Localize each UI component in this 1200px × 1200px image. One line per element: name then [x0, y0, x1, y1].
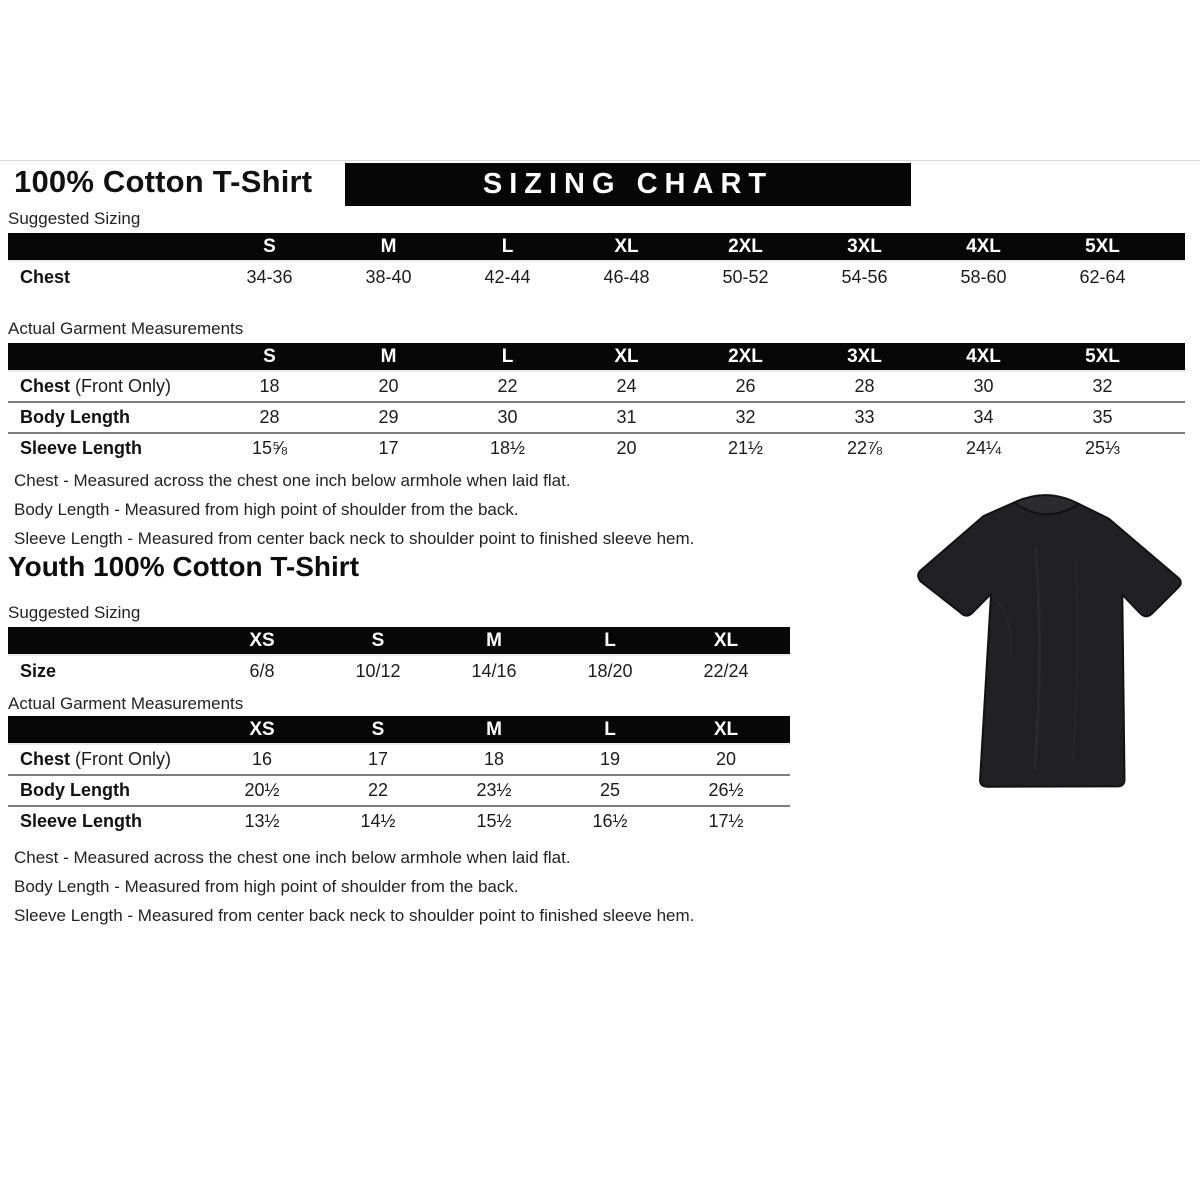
value-cell: 22/24: [703, 660, 749, 681]
value-cell: 28: [210, 402, 329, 433]
table-header-row: [8, 627, 790, 655]
size-column-header: L: [448, 233, 567, 261]
header-spacer: [1162, 343, 1185, 371]
youth-actual-measurements-label: Actual Garment Measurements: [8, 694, 244, 713]
note-line: Sleeve Length - Measured from center back neck to shoulder point to finished sleeve hem.: [14, 529, 695, 548]
adult-actual-measurements-table: [8, 343, 1185, 463]
size-column-header: M: [436, 716, 552, 744]
row-label: Size: [20, 660, 57, 681]
value-cell: 19: [599, 749, 621, 769]
value-cell: 31: [567, 402, 686, 433]
size-column-header: XS: [204, 627, 320, 655]
row-label: Chest: [20, 749, 71, 769]
header-spacer: [784, 716, 790, 744]
table-row: [8, 744, 790, 775]
tshirt-body: [914, 501, 1183, 791]
header-spacer: [1162, 233, 1185, 261]
value-cell: 18: [259, 376, 280, 396]
value-cell: 38-40: [365, 266, 412, 287]
value-cell: 58-60: [960, 266, 1007, 287]
value-cell: 46-48: [603, 266, 650, 287]
adult-title: 100% Cotton T-Shirt: [14, 164, 313, 199]
adult-actual-measurements-label: Actual Garment Measurements: [8, 319, 244, 338]
youth-title: Youth 100% Cotton T-Shirt: [8, 551, 360, 582]
header-spacer: [8, 233, 210, 261]
value-cell: 24: [616, 376, 637, 396]
size-column-header: 3XL: [805, 233, 924, 261]
value-cell: 17: [367, 749, 389, 769]
size-column-header: XS: [204, 716, 320, 744]
note-line: Chest - Measured across the chest one inch below armhole when laid flat.: [14, 471, 571, 490]
size-column-header: M: [329, 233, 448, 261]
row-label-cell: [8, 775, 204, 806]
value-cell: 17½: [668, 806, 784, 836]
adult-suggested-sizing-label: Suggested Sizing: [8, 209, 141, 228]
table-header-row: [8, 233, 1185, 261]
header-spacer: [784, 627, 790, 655]
size-column-header: S: [320, 627, 436, 655]
row-label-suffix: (Front Only): [70, 376, 172, 396]
value-cell: 14½: [320, 806, 436, 836]
value-cell: 18½: [448, 433, 567, 463]
value-cell: 18/20: [587, 660, 633, 681]
value-cell: 23½: [436, 775, 552, 806]
table-row: [8, 433, 1185, 463]
row-label: Chest: [20, 376, 71, 396]
value-cell: 54-56: [841, 266, 888, 287]
value-cell: [1162, 402, 1185, 433]
sizing-chart-banner: [345, 163, 911, 206]
value-cell: 30: [973, 376, 994, 396]
value-cell: 26: [735, 376, 756, 396]
size-column-header: 2XL: [686, 343, 805, 371]
size-column-header: XL: [668, 716, 784, 744]
table-row: [8, 655, 790, 686]
table-row: [8, 806, 790, 836]
size-column-header: 4XL: [924, 233, 1043, 261]
note-line: Sleeve Length - Measured from center back neck to shoulder point to finished sleeve hem.: [14, 906, 695, 925]
row-label: Body Length: [20, 407, 130, 427]
youth-suggested-sizing-label: Suggested Sizing: [8, 603, 141, 622]
row-label: Sleeve Length: [20, 811, 143, 831]
value-cell: 22: [497, 376, 518, 396]
row-label-cell: [8, 744, 204, 775]
tshirt-image: [889, 484, 1199, 805]
value-cell: [784, 655, 790, 686]
sizing-chart-banner-text: SIZING CHART: [482, 168, 774, 200]
value-cell: 16½: [552, 806, 668, 836]
note-line: Body Length - Measured from high point of shoulder from the back.: [14, 500, 519, 519]
value-cell: 22: [320, 775, 436, 806]
youth-measurement-notes: [14, 843, 694, 930]
size-column-header: L: [552, 627, 668, 655]
size-column-header: 3XL: [805, 343, 924, 371]
value-cell: 30: [448, 402, 567, 433]
value-cell: 17: [329, 433, 448, 463]
size-column-header: M: [436, 627, 552, 655]
row-label: Body Length: [20, 780, 130, 800]
table-row: [8, 261, 1185, 292]
youth-suggested-sizing-table: [8, 627, 790, 686]
value-cell: 32: [686, 402, 805, 433]
size-column-header: XL: [567, 233, 686, 261]
value-cell: 15⅝: [210, 433, 329, 463]
size-column-header: 5XL: [1043, 233, 1162, 261]
value-cell: 20: [567, 433, 686, 463]
size-column-header: M: [329, 343, 448, 371]
value-cell: 20: [715, 749, 737, 769]
row-label-cell: [8, 655, 204, 686]
value-cell: 34: [924, 402, 1043, 433]
row-label-cell: [8, 433, 210, 463]
note-line: Body Length - Measured from high point of shoulder from the back.: [14, 877, 519, 896]
value-cell: [784, 744, 790, 775]
value-cell: 25: [552, 775, 668, 806]
size-column-header: XL: [567, 343, 686, 371]
size-column-header: 4XL: [924, 343, 1043, 371]
value-cell: 20½: [204, 775, 320, 806]
value-cell: 29: [329, 402, 448, 433]
value-cell: 18: [483, 749, 505, 769]
adult-suggested-sizing-table: [8, 233, 1185, 292]
value-cell: 16: [251, 749, 273, 769]
size-column-header: S: [320, 716, 436, 744]
size-column-header: S: [210, 233, 329, 261]
value-cell: 28: [854, 376, 875, 396]
value-cell: 32: [1092, 376, 1113, 396]
value-cell: 10/12: [355, 660, 401, 681]
value-cell: 33: [805, 402, 924, 433]
value-cell: 24¼: [924, 433, 1043, 463]
value-cell: 13½: [204, 806, 320, 836]
table-header-row: [8, 343, 1185, 371]
header-spacer: [8, 343, 210, 371]
value-cell: 26½: [668, 775, 784, 806]
value-cell: 6/8: [249, 660, 275, 681]
value-cell: 15½: [436, 806, 552, 836]
value-cell: 20: [378, 376, 399, 396]
size-column-header: 2XL: [686, 233, 805, 261]
table-row: [8, 402, 1185, 433]
value-cell: [784, 806, 790, 836]
row-label: Sleeve Length: [20, 438, 143, 458]
size-column-header: S: [210, 343, 329, 371]
size-column-header: L: [552, 716, 668, 744]
table-header-row: [8, 716, 790, 744]
row-label: Chest: [20, 266, 71, 287]
top-divider: [0, 160, 1200, 161]
row-label-cell: [8, 371, 210, 402]
value-cell: 62-64: [1079, 266, 1126, 287]
value-cell: 50-52: [722, 266, 769, 287]
value-cell: 35: [1043, 402, 1162, 433]
size-column-header: XL: [668, 627, 784, 655]
note-line: Chest - Measured across the chest one inch below armhole when laid flat.: [14, 848, 571, 867]
size-column-header: 5XL: [1043, 343, 1162, 371]
value-cell: [1162, 371, 1185, 402]
value-cell: 21½: [686, 433, 805, 463]
size-column-header: L: [448, 343, 567, 371]
row-label-cell: [8, 261, 210, 292]
value-cell: 22⅞: [805, 433, 924, 463]
table-row: [8, 775, 790, 806]
value-cell: 14/16: [471, 660, 517, 681]
value-cell: [1162, 433, 1185, 463]
row-label-cell: [8, 806, 204, 836]
value-cell: 25⅓: [1043, 433, 1162, 463]
value-cell: 34-36: [246, 266, 293, 287]
adult-measurement-notes: [14, 466, 694, 553]
table-row: [8, 371, 1185, 402]
value-cell: [1162, 261, 1185, 292]
header-spacer: [8, 716, 204, 744]
row-label-cell: [8, 402, 210, 433]
youth-actual-measurements-table: [8, 716, 790, 836]
header-spacer: [8, 627, 204, 655]
row-label-suffix: (Front Only): [70, 749, 172, 769]
value-cell: 42-44: [484, 266, 531, 287]
value-cell: [784, 775, 790, 806]
